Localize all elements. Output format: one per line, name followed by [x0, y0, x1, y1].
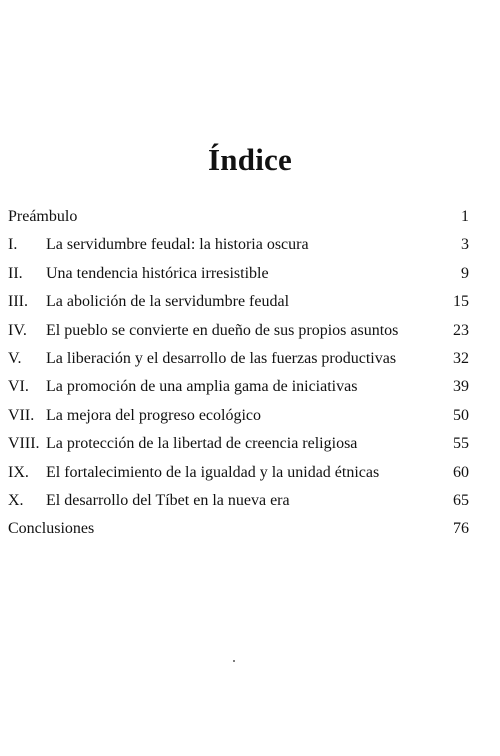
toc-entry-number: IX.: [8, 463, 29, 481]
toc-entry-page: 32: [453, 349, 469, 367]
toc-entry-label: Preámbulo: [8, 208, 78, 225]
toc-entry-chapter-3: [8, 288, 469, 316]
toc-entry-label: La servidumbre feudal: la historia oscura: [46, 236, 309, 254]
toc-entry-chapter-2: [8, 260, 469, 288]
toc-entry-chapter-5: [8, 345, 469, 373]
toc-entry-chapter-8: [8, 430, 469, 458]
toc-entry-chapter-1: [8, 231, 469, 259]
toc-entry-label: El fortalecimiento de la igualdad y la unidad étnicas: [46, 463, 380, 481]
toc-entry-label: La protección de la libertad de creencia religiosa: [46, 435, 358, 453]
toc-entry-chapter-7: [8, 402, 469, 430]
toc-entry-label: El pueblo se convierte en dueño de sus propios asuntos: [46, 321, 399, 339]
toc-entry-chapter-10: [8, 487, 469, 515]
decorative-dot: [233, 660, 235, 662]
toc-entry-number: V.: [8, 349, 22, 367]
toc-entry-preambulo: [8, 203, 469, 231]
page-title: Índice: [208, 142, 292, 177]
toc-entry-number: III.: [8, 293, 28, 311]
toc-entry-number: X.: [8, 491, 24, 509]
toc-entry-conclusiones: [8, 515, 469, 543]
toc-entry-number: II.: [8, 264, 23, 282]
toc-entry-label: Una tendencia histórica irresistible: [46, 264, 269, 282]
toc-entry-number: VI.: [8, 378, 29, 396]
toc-entry-chapter-4: [8, 317, 469, 345]
table-of-contents: [8, 203, 469, 544]
toc-entry-page: 76: [453, 520, 469, 538]
toc-entry-page: 1: [461, 208, 469, 225]
toc-entry-page: 55: [453, 435, 469, 453]
toc-entry-page: 23: [453, 321, 469, 339]
toc-entry-chapter-9: [8, 459, 469, 487]
toc-entry-label: Conclusiones: [8, 520, 95, 538]
toc-entry-page: 15: [453, 293, 469, 311]
toc-entry-number: VII.: [8, 406, 35, 424]
toc-entry-page: 60: [453, 463, 469, 481]
toc-entry-page: 65: [453, 491, 469, 509]
toc-entry-label: El desarrollo del Tíbet en la nueva era: [46, 491, 290, 509]
toc-entry-label: La mejora del progreso ecológico: [46, 406, 262, 424]
toc-entry-number: VIII.: [8, 435, 40, 453]
toc-entry-page: 9: [461, 264, 469, 282]
toc-entry-chapter-6: [8, 373, 469, 401]
toc-entry-page: 39: [453, 378, 469, 396]
toc-entry-label: La abolición de la servidumbre feudal: [46, 293, 290, 311]
toc-entry-label: La liberación y el desarrollo de las fuerzas productivas: [46, 349, 397, 367]
toc-entry-number: IV.: [8, 321, 27, 339]
toc-entry-page: 50: [453, 406, 469, 424]
toc-entry-page: 3: [461, 236, 469, 254]
toc-entry-label: La promoción de una amplia gama de iniciativas: [46, 378, 358, 396]
toc-entry-number: I.: [8, 236, 18, 254]
